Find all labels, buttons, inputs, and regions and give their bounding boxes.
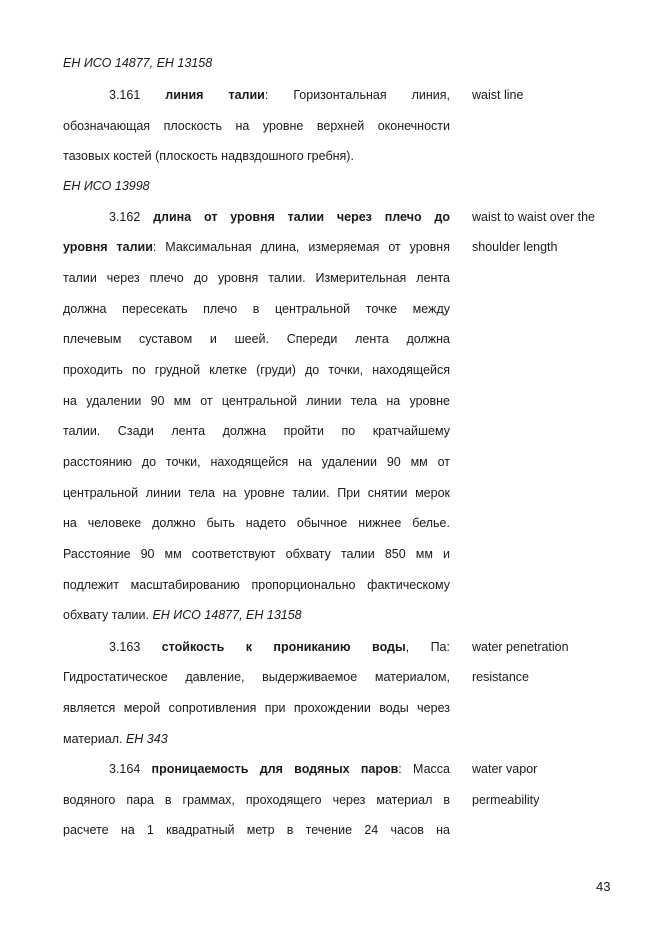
- term-name: стойкость к прониканию воды: [161, 640, 406, 654]
- definition-line: подлежит масштабированию пропорционально фактическому: [63, 578, 450, 592]
- definition-line: материал. ЕН 343: [63, 732, 168, 746]
- definition-line: Расстояние 90 мм соответствуют обхвату талии 850 мм и: [63, 547, 450, 561]
- definition-line: обозначающая плоскость на уровне верхней оконечности: [63, 119, 450, 133]
- term-heading-line: 3.162 длина от уровня талии через плечо до: [109, 210, 450, 224]
- definition-line: проходить по грудной клетке (груди) до точки, находящейся: [63, 363, 450, 377]
- definition-line: расчете на 1 квадратный метр в течение 24 часов на: [63, 823, 450, 837]
- definition-line: на удалении 90 мм от центральной линии тела на уровне: [63, 394, 450, 408]
- term-name: уровня талии: [63, 240, 153, 254]
- definition-line: водяного пара в граммах, проходящего через материал в: [63, 793, 450, 807]
- definition-line: расстоянию до точки, находящейся на удалении 90 мм от: [63, 455, 450, 469]
- term-name: длина от уровня талии через плечо до: [153, 210, 450, 224]
- term-name: линия талии: [165, 88, 265, 102]
- definition-line: обхвату талии. ЕН ИСО 14877, ЕН 13158: [63, 608, 302, 622]
- definition-line: талии через плечо до уровня талии. Измерительная лента: [63, 271, 450, 285]
- definition-line: талии. Сзади лента должна пройти по кратчайшему: [63, 424, 450, 438]
- reference-citation: ЕН ИСО 14877, ЕН 13158: [152, 608, 302, 622]
- term-heading-line: 3.164 проницаемость для водяных паров: Масса: [109, 762, 450, 776]
- definition-line: тазовых костей (плоскость надвздошного гребня).: [63, 149, 354, 163]
- definition-line: должна пересекать плечо в центральной точке между: [63, 302, 450, 316]
- document-page: ЕН ИСО 14877, ЕН 13158 3.161 линия талии: Горизонтальная линия, обозначающая плоскость на уровне верхней оконечности тазовых костей (плоскость надвздошного гребня). waist line ЕН ИСО 13998 3.162 длина от уровня талии через плечо до уровня талии: Максимальная длина, измеряемая от уровня талии через плечо до уровня талии. Измерительная лента должна пересекать плечо в центральной точке между плечевым суставом и шеей. Спереди лента должна проходить по грудной клетке (груди) до точки, находящейся на удалении 90 мм от центральной линии тела на уровне талии. Сзади лента должна пройти по кратчайшему расстоянию до точки, находящейся на удалении 90 мм от центральной линии тела на уровне талии. При снятии мерок на человеке должно быть надето обычное нижнее белье. Расстояние 90 мм соответствуют обхвату талии 850 мм и подлежит масштабированию пропорционально фактическому обхвату талии. ЕН ИСО 14877, ЕН 13158 waist to waist over the shoulder length 3.163 стойкость к прониканию воды, Па: Гидростатическое давление, выдерживаемое материалом, является мерой сопротивления при прохождении воды через материал. ЕН 343 water penetration resistance 3.164 проницаемость для водяных паров: Масса водяного пара в граммах, проходящего через материал в расчете на 1 квадратный метр в течение 24 часов на water vapor permeability 43: [63, 56, 611, 894]
- reference-citation: ЕН ИСО 13998: [63, 179, 150, 193]
- reference-citation: ЕН 343: [125, 732, 168, 746]
- term-name: проницаемость для водяных паров: [151, 762, 399, 776]
- page-number: 43: [596, 879, 611, 894]
- reference-citation: ЕН ИСО 14877, ЕН 13158: [63, 56, 213, 70]
- definition-line: центральной линии тела на уровне талии. При снятии мерок: [63, 486, 450, 500]
- definition-line: плечевым суставом и шеей. Спереди лента должна: [63, 332, 450, 346]
- definition-line: Гидростатическое давление, выдерживаемое материалом,: [63, 670, 450, 684]
- term-heading-line: 3.163 стойкость к прониканию воды, Па:: [109, 640, 450, 654]
- term-heading-line: 3.161 линия талии: Горизонтальная линия,: [109, 88, 451, 102]
- definition-line: является мерой сопротивления при прохождении воды через: [63, 701, 450, 715]
- definition-line: уровня талии: Максимальная длина, измеряемая от уровня: [63, 240, 450, 254]
- definition-line: на человеке должно быть надето обычное нижнее белье.: [63, 516, 450, 530]
